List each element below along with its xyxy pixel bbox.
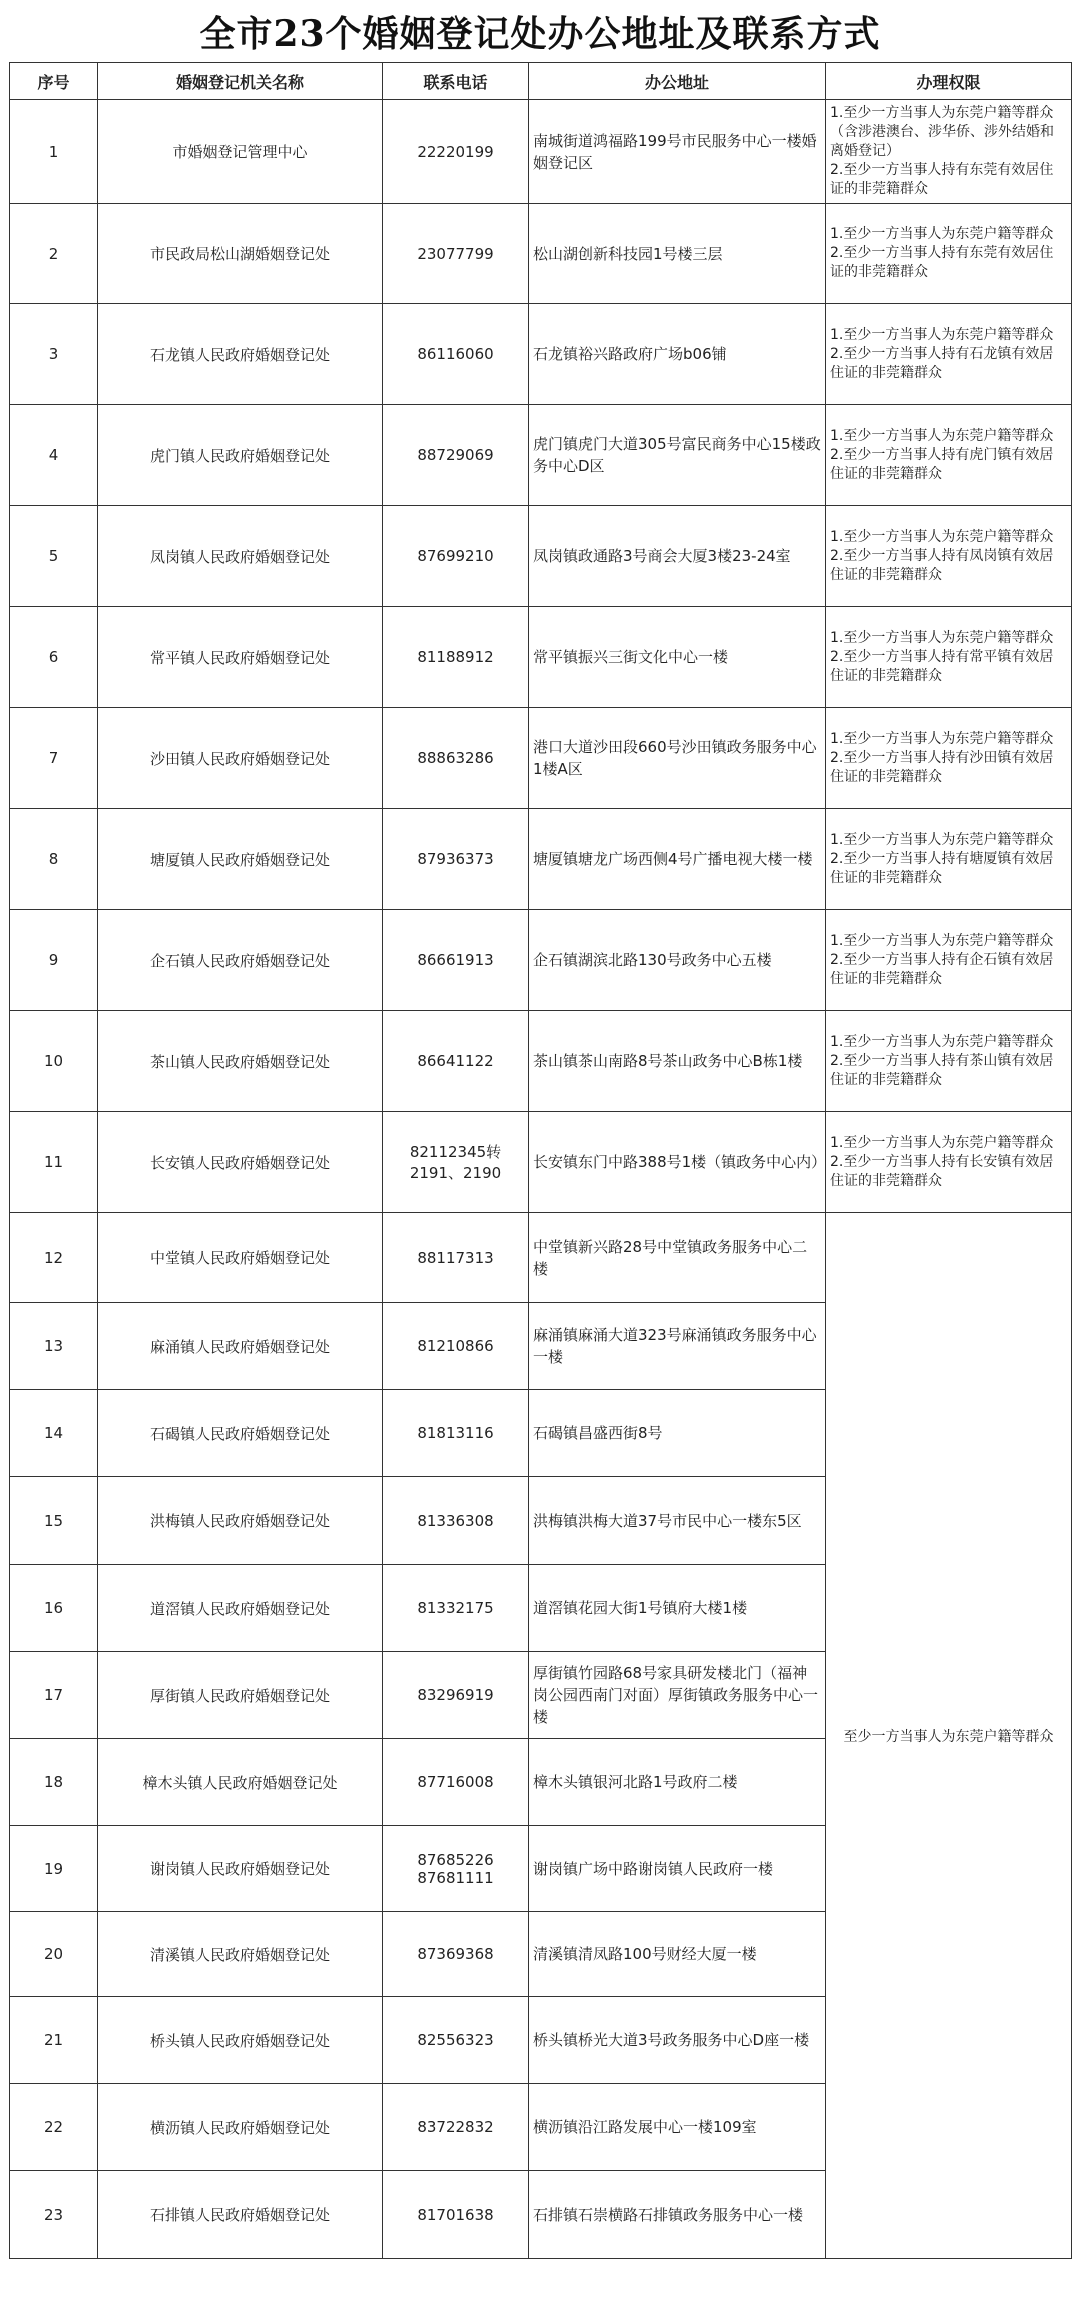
merged-scope-cell: 至少一方当事人为东莞户籍等群众 xyxy=(826,1213,1072,2259)
row-seq: 4 xyxy=(10,405,98,506)
scope-line: 2.至少一方当事人持有虎门镇有效居住证的非莞籍群众 xyxy=(830,446,1054,482)
row-seq: 23 xyxy=(10,2171,98,2259)
row-phone: 82112345转 2191、2190 xyxy=(383,1112,529,1213)
row-seq: 12 xyxy=(10,1213,98,1303)
row-scope xyxy=(826,204,1072,304)
scope-line: 1.至少一方当事人为东莞户籍等群众 xyxy=(830,528,1054,545)
table-row xyxy=(10,405,1072,506)
row-office-name: 横沥镇人民政府婚姻登记处 xyxy=(98,2084,383,2171)
row-seq: 11 xyxy=(10,1112,98,1213)
row-office-name: 石龙镇人民政府婚姻登记处 xyxy=(98,304,383,405)
header-seq: 序号 xyxy=(10,63,98,100)
table-row xyxy=(10,304,1072,405)
row-scope xyxy=(826,607,1072,708)
scope-line: 1.至少一方当事人为东莞户籍等群众 xyxy=(830,226,1054,242)
row-office-name: 茶山镇人民政府婚姻登记处 xyxy=(98,1011,383,1112)
row-office-name: 清溪镇人民政府婚姻登记处 xyxy=(98,1912,383,1997)
row-office-name: 沙田镇人民政府婚姻登记处 xyxy=(98,708,383,809)
scope-line: 2.至少一方当事人持有沙田镇有效居住证的非莞籍群众 xyxy=(830,749,1054,785)
row-seq: 2 xyxy=(10,204,98,304)
row-phone: 82556323 xyxy=(383,1997,529,2084)
row-scope xyxy=(826,304,1072,405)
row-address: 清溪镇清凤路100号财经大厦一楼 xyxy=(529,1912,826,1997)
row-scope xyxy=(826,1011,1072,1112)
row-office-name: 市民政局松山湖婚姻登记处 xyxy=(98,204,383,304)
scope-line: 1.至少一方当事人为东莞户籍等群众 xyxy=(830,730,1054,747)
row-seq: 19 xyxy=(10,1826,98,1912)
row-address: 虎门镇虎门大道305号富民商务中心15楼政务中心D区 xyxy=(529,405,826,506)
row-office-name: 洪梅镇人民政府婚姻登记处 xyxy=(98,1477,383,1565)
row-address: 洪梅镇洪梅大道37号市民中心一楼东5区 xyxy=(529,1477,826,1565)
row-phone: 86641122 xyxy=(383,1011,529,1112)
row-phone: 88729069 xyxy=(383,405,529,506)
header-row xyxy=(10,63,1072,100)
row-seq: 10 xyxy=(10,1011,98,1112)
header-scope: 办理权限 xyxy=(826,63,1072,100)
row-seq: 1 xyxy=(10,100,98,204)
scope-line: 2.至少一方当事人持有茶山镇有效居住证的非莞籍群众 xyxy=(830,1052,1054,1088)
row-office-name: 厚街镇人民政府婚姻登记处 xyxy=(98,1652,383,1739)
row-address: 港口大道沙田段660号沙田镇政务服务中心1楼A区 xyxy=(529,708,826,809)
row-scope xyxy=(826,1112,1072,1213)
row-office-name: 长安镇人民政府婚姻登记处 xyxy=(98,1112,383,1213)
row-phone: 87936373 xyxy=(383,809,529,910)
row-address: 茶山镇茶山南路8号茶山政务中心B栋1楼 xyxy=(529,1011,826,1112)
row-address: 石龙镇裕兴路政府广场b06铺 xyxy=(529,304,826,405)
row-phone: 86116060 xyxy=(383,304,529,405)
row-address: 松山湖创新科技园1号楼三层 xyxy=(529,204,826,304)
row-seq: 6 xyxy=(10,607,98,708)
row-address: 企石镇湖滨北路130号政务中心五楼 xyxy=(529,910,826,1011)
registry-table xyxy=(9,62,1072,2259)
scope-line: 1.至少一方当事人为东莞户籍等群众（含涉港澳台、涉华侨、涉外结婚和离婚登记） xyxy=(830,105,1054,159)
row-address: 横沥镇沿江路发展中心一楼109室 xyxy=(529,2084,826,2171)
scope-line: 1.至少一方当事人为东莞户籍等群众 xyxy=(830,629,1054,646)
row-scope xyxy=(826,708,1072,809)
row-seq: 5 xyxy=(10,506,98,607)
scope-line: 2.至少一方当事人持有凤岗镇有效居住证的非莞籍群众 xyxy=(830,547,1054,583)
row-address: 石排镇石崇横路石排镇政务服务中心一楼 xyxy=(529,2171,826,2259)
row-office-name: 企石镇人民政府婚姻登记处 xyxy=(98,910,383,1011)
row-phone: 87716008 xyxy=(383,1739,529,1826)
table-body xyxy=(10,100,1072,2259)
scope-line: 2.至少一方当事人持有企石镇有效居住证的非莞籍群众 xyxy=(830,951,1054,987)
scope-line: 1.至少一方当事人为东莞户籍等群众 xyxy=(830,1033,1054,1050)
scope-line: 1.至少一方当事人为东莞户籍等群众 xyxy=(830,1134,1054,1151)
row-seq: 20 xyxy=(10,1912,98,1997)
row-seq: 9 xyxy=(10,910,98,1011)
row-scope xyxy=(826,809,1072,910)
scope-line: 1.至少一方当事人为东莞户籍等群众 xyxy=(830,427,1054,444)
scope-line: 2.至少一方当事人持有东莞有效居住证的非莞籍群众 xyxy=(830,245,1054,280)
row-phone: 88117313 xyxy=(383,1213,529,1303)
row-address: 麻涌镇麻涌大道323号麻涌镇政务服务中心一楼 xyxy=(529,1303,826,1390)
row-address: 长安镇东门中路388号1楼（镇政务中心内） xyxy=(529,1112,826,1213)
table-row xyxy=(10,1011,1072,1112)
row-office-name: 谢岗镇人民政府婚姻登记处 xyxy=(98,1826,383,1912)
row-seq: 17 xyxy=(10,1652,98,1739)
row-office-name: 石碣镇人民政府婚姻登记处 xyxy=(98,1390,383,1477)
row-address: 常平镇振兴三街文化中心一楼 xyxy=(529,607,826,708)
row-phone: 87699210 xyxy=(383,506,529,607)
header-name: 婚姻登记机关名称 xyxy=(98,63,383,100)
row-address: 厚街镇竹园路68号家具研发楼北门（福神岗公园西南门对面）厚街镇政务服务中心一楼 xyxy=(529,1652,826,1739)
row-office-name: 市婚姻登记管理中心 xyxy=(98,100,383,204)
scope-line: 2.至少一方当事人持有长安镇有效居住证的非莞籍群众 xyxy=(830,1153,1054,1189)
table-row xyxy=(10,204,1072,304)
scope-line: 1.至少一方当事人为东莞户籍等群众 xyxy=(830,326,1054,343)
row-seq: 15 xyxy=(10,1477,98,1565)
row-phone: 81701638 xyxy=(383,2171,529,2259)
row-address: 南城街道鸿福路199号市民服务中心一楼婚姻登记区 xyxy=(529,100,826,204)
row-office-name: 桥头镇人民政府婚姻登记处 xyxy=(98,1997,383,2084)
row-office-name: 樟木头镇人民政府婚姻登记处 xyxy=(98,1739,383,1826)
row-address: 道滘镇花园大街1号镇府大楼1楼 xyxy=(529,1565,826,1652)
row-office-name: 虎门镇人民政府婚姻登记处 xyxy=(98,405,383,506)
table-row xyxy=(10,1213,1072,1303)
row-phone: 81188912 xyxy=(383,607,529,708)
row-phone: 83296919 xyxy=(383,1652,529,1739)
row-office-name: 常平镇人民政府婚姻登记处 xyxy=(98,607,383,708)
table-row xyxy=(10,506,1072,607)
row-office-name: 麻涌镇人民政府婚姻登记处 xyxy=(98,1303,383,1390)
row-scope xyxy=(826,100,1072,204)
row-seq: 18 xyxy=(10,1739,98,1826)
row-scope xyxy=(826,405,1072,506)
row-phone: 87685226 87681111 xyxy=(383,1826,529,1912)
row-phone: 81813116 xyxy=(383,1390,529,1477)
row-address: 樟木头镇银河北路1号政府二楼 xyxy=(529,1739,826,1826)
row-phone: 86661913 xyxy=(383,910,529,1011)
row-seq: 7 xyxy=(10,708,98,809)
table-row xyxy=(10,1112,1072,1213)
row-phone: 23077799 xyxy=(383,204,529,304)
scope-line: 1.至少一方当事人为东莞户籍等群众 xyxy=(830,932,1054,949)
row-office-name: 凤岗镇人民政府婚姻登记处 xyxy=(98,506,383,607)
table-row xyxy=(10,809,1072,910)
table-row xyxy=(10,910,1072,1011)
table-row xyxy=(10,607,1072,708)
row-address: 桥头镇桥光大道3号政务服务中心D座一楼 xyxy=(529,1997,826,2084)
page-title: 全市23个婚姻登记处办公地址及联系方式 xyxy=(199,12,881,55)
row-address: 中堂镇新兴路28号中堂镇政务服务中心二楼 xyxy=(529,1213,826,1303)
row-phone: 22220199 xyxy=(383,100,529,204)
scope-line: 2.至少一方当事人持有常平镇有效居住证的非莞籍群众 xyxy=(830,648,1054,684)
scope-line: 2.至少一方当事人持有塘厦镇有效居住证的非莞籍群众 xyxy=(830,850,1054,886)
row-seq: 21 xyxy=(10,1997,98,2084)
row-seq: 16 xyxy=(10,1565,98,1652)
table-row xyxy=(10,708,1072,809)
scope-line: 2.至少一方当事人持有石龙镇有效居住证的非莞籍群众 xyxy=(830,345,1054,381)
header-address: 办公地址 xyxy=(529,63,826,100)
row-phone: 88863286 xyxy=(383,708,529,809)
row-address: 塘厦镇塘龙广场西侧4号广播电视大楼一楼 xyxy=(529,809,826,910)
row-seq: 22 xyxy=(10,2084,98,2171)
table-row xyxy=(10,100,1072,204)
row-office-name: 塘厦镇人民政府婚姻登记处 xyxy=(98,809,383,910)
row-seq: 14 xyxy=(10,1390,98,1477)
row-phone: 87369368 xyxy=(383,1912,529,1997)
header-phone: 联系电话 xyxy=(383,63,529,100)
row-address: 石碣镇昌盛西街8号 xyxy=(529,1390,826,1477)
row-scope xyxy=(826,910,1072,1011)
row-office-name: 中堂镇人民政府婚姻登记处 xyxy=(98,1213,383,1303)
scope-line: 1.至少一方当事人为东莞户籍等群众 xyxy=(830,831,1054,848)
row-address: 谢岗镇广场中路谢岗镇人民政府一楼 xyxy=(529,1826,826,1912)
row-office-name: 石排镇人民政府婚姻登记处 xyxy=(98,2171,383,2259)
row-scope xyxy=(826,506,1072,607)
row-address: 凤岗镇政通路3号商会大厦3楼23-24室 xyxy=(529,506,826,607)
row-phone: 81332175 xyxy=(383,1565,529,1652)
row-phone: 81210866 xyxy=(383,1303,529,1390)
row-phone: 83722832 xyxy=(383,2084,529,2171)
row-seq: 3 xyxy=(10,304,98,405)
scope-line: 2.至少一方当事人持有东莞有效居住证的非莞籍群众 xyxy=(830,162,1054,197)
row-seq: 13 xyxy=(10,1303,98,1390)
row-phone: 81336308 xyxy=(383,1477,529,1565)
row-seq: 8 xyxy=(10,809,98,910)
row-office-name: 道滘镇人民政府婚姻登记处 xyxy=(98,1565,383,1652)
